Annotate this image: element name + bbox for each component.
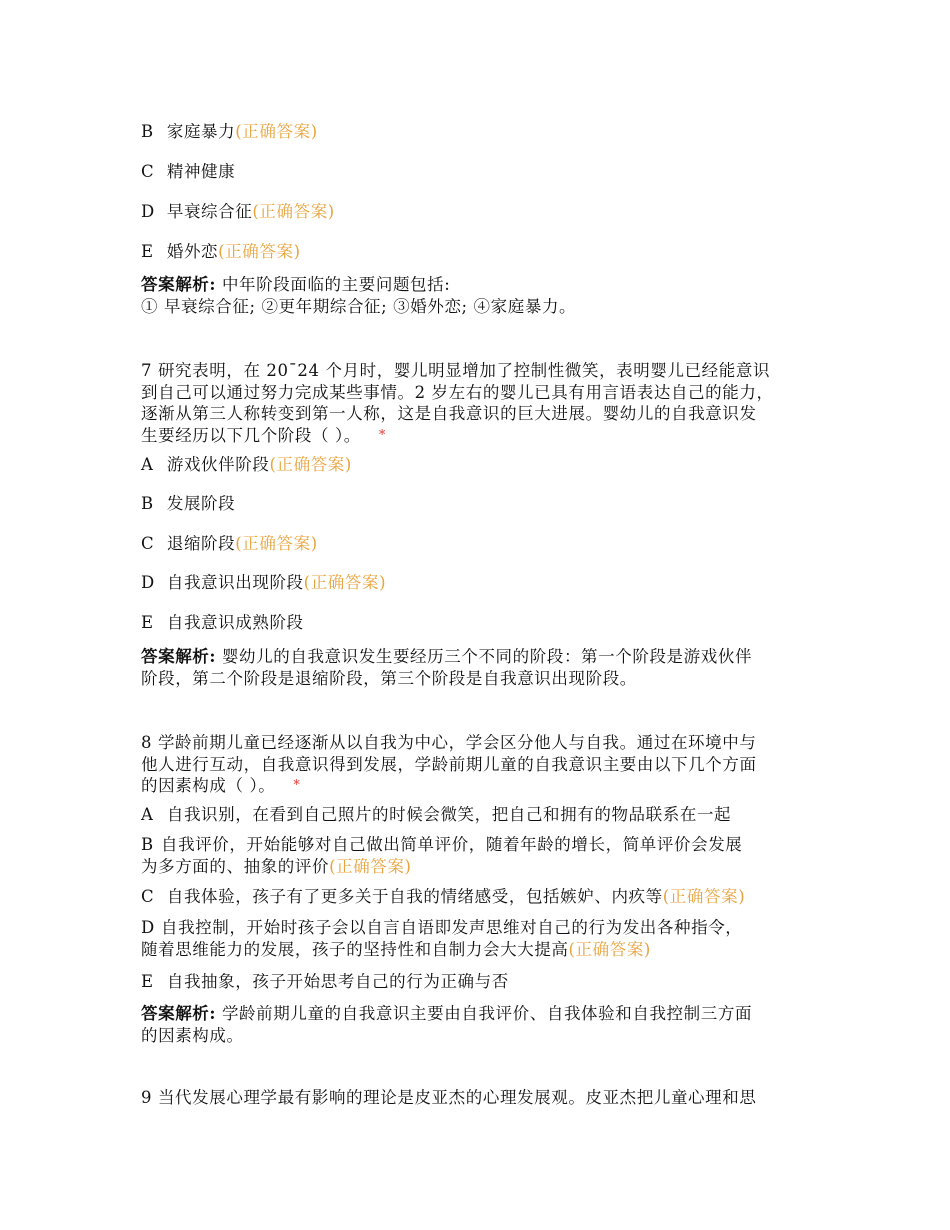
q7-option-e: [141, 613, 304, 633]
stem-line: 他人进行互动，自我意识得到发展，学龄前期儿童的自我意识主要由以下几个方面: [141, 754, 757, 774]
stem-line: 的因素构成（ ）。: [141, 776, 276, 795]
stem-line: 8 学龄前期儿童已经逐渐从以自我为中心，学会区分他人与自我。通过在环境中与: [141, 733, 757, 752]
option-text: 自我抽象，孩子开始思考自己的行为正确与否: [166, 972, 509, 991]
q8-option-e: [141, 972, 509, 992]
q8-option-d: [141, 917, 813, 960]
option-text: 发展阶段: [166, 494, 236, 513]
option-text: 退缩阶段: [166, 534, 236, 553]
q6-option-e: [141, 242, 301, 262]
option-text: 自我评价，开始能够对自己做出简单评价，随着年龄的增长，简单评价会发展: [161, 835, 743, 854]
q6-analysis: [141, 274, 813, 317]
analysis-text: ① 早衰综合征; ②更年期综合征; ③婚外恋; ④家庭暴力。: [141, 296, 577, 316]
option-text: 自我意识出现阶段: [166, 573, 304, 592]
q7-option-d: [141, 573, 386, 593]
q8-option-b: [141, 834, 813, 877]
correct-answer-tag: (正确答案): [662, 887, 746, 906]
correct-answer-tag: (正确答案): [235, 534, 318, 553]
option-letter: C: [141, 887, 155, 906]
analysis-text: 学龄前期儿童的自我意识主要由自我评价、自我体验和自我控制三方面: [221, 1004, 753, 1023]
q7-analysis: [141, 646, 813, 689]
option-letter: B: [141, 835, 154, 854]
option-text: 自我体验，孩子有了更多关于自我的情绪感受，包括嫉妒、内疚等: [166, 887, 663, 906]
option-text: 家庭暴力: [166, 122, 236, 141]
stem-line: 逐渐从第三人称转变到第一人称，这是自我意识的巨大进展。婴幼儿的自我意识发: [141, 404, 757, 423]
analysis-label: 答案解析:: [141, 1004, 217, 1023]
option-letter: D: [141, 918, 155, 937]
q8-analysis: [141, 1003, 813, 1046]
analysis-label: 答案解析:: [141, 275, 217, 294]
option-text: 随着思维能力的发展，孩子的坚持性和自制力会大大提高: [141, 939, 569, 959]
option-letter: E: [141, 242, 154, 261]
stem-line: 9 当代发展心理学最有影响的理论是皮亚杰的心理发展观。皮亚杰把儿童心理和思: [141, 1088, 757, 1107]
correct-answer-tag: (正确答案): [568, 939, 651, 959]
option-text: 自我控制，开始时孩子会以自言自语即发声思维对自己的行为发出各种指令，: [161, 918, 743, 937]
q6-option-b: [141, 122, 318, 142]
q7-stem: [141, 360, 813, 448]
stem-line: 到自己可以通过努力完成某些事情。2 岁左右的婴儿已具有用言语表达自己的能力，: [141, 382, 774, 402]
stem-line: 7 研究表明，在 20¯24 个月时，婴儿明显增加了控制性微笑，表明婴儿已经能意识: [141, 361, 771, 380]
option-letter: B: [141, 122, 154, 141]
stem-line: 生要经历以下几个阶段（ ）。: [141, 425, 361, 445]
required-mark: *: [378, 427, 387, 443]
correct-answer-tag: (正确答案): [303, 573, 387, 592]
option-text: 自我意识成熟阶段: [166, 613, 304, 632]
option-text: 早衰综合征: [166, 202, 253, 221]
correct-answer-tag: (正确答案): [235, 122, 318, 141]
option-text: 自我识别，在看到自己照片的时候会微笑，把自己和拥有的物品联系在一起: [166, 805, 732, 824]
required-mark: *: [293, 778, 301, 793]
option-letter: E: [141, 613, 154, 632]
q7-option-a: [141, 455, 352, 475]
option-letter: B: [141, 494, 154, 513]
option-text: 游戏伙伴阶段: [166, 455, 270, 474]
q9-stem: [141, 1087, 813, 1109]
option-letter: D: [141, 573, 155, 592]
option-text: 精神健康: [166, 162, 236, 181]
q7-option-b: [141, 494, 235, 514]
analysis-text: 的因素构成。: [141, 1025, 244, 1045]
option-letter: A: [141, 805, 154, 824]
analysis-text: 阶段，第二个阶段是退缩阶段，第三个阶段是自我意识出现阶段。: [141, 668, 637, 688]
option-letter: A: [141, 455, 154, 474]
q8-option-c: [141, 887, 745, 907]
option-text: 婚外恋: [166, 242, 219, 261]
option-letter: C: [141, 162, 155, 181]
q6-option-c: [141, 162, 235, 182]
analysis-label: 答案解析:: [141, 647, 217, 666]
option-text: 为多方面的、抽象的评价: [141, 856, 330, 876]
correct-answer-tag: (正确答案): [329, 856, 412, 876]
correct-answer-tag: (正确答案): [252, 202, 335, 221]
q8-option-a: [141, 805, 731, 825]
option-letter: D: [141, 202, 155, 221]
analysis-text: 中年阶段面临的主要问题包括:: [221, 275, 451, 294]
q6-option-d: [141, 202, 335, 222]
q7-option-c: [141, 534, 318, 554]
option-letter: E: [141, 972, 154, 991]
correct-answer-tag: (正确答案): [269, 455, 352, 474]
option-letter: C: [141, 534, 155, 553]
correct-answer-tag: (正确答案): [218, 242, 301, 261]
analysis-text: 婴幼儿的自我意识发生要经历三个不同的阶段：第一个阶段是游戏伙伴: [221, 647, 753, 666]
q8-stem: [141, 732, 813, 799]
